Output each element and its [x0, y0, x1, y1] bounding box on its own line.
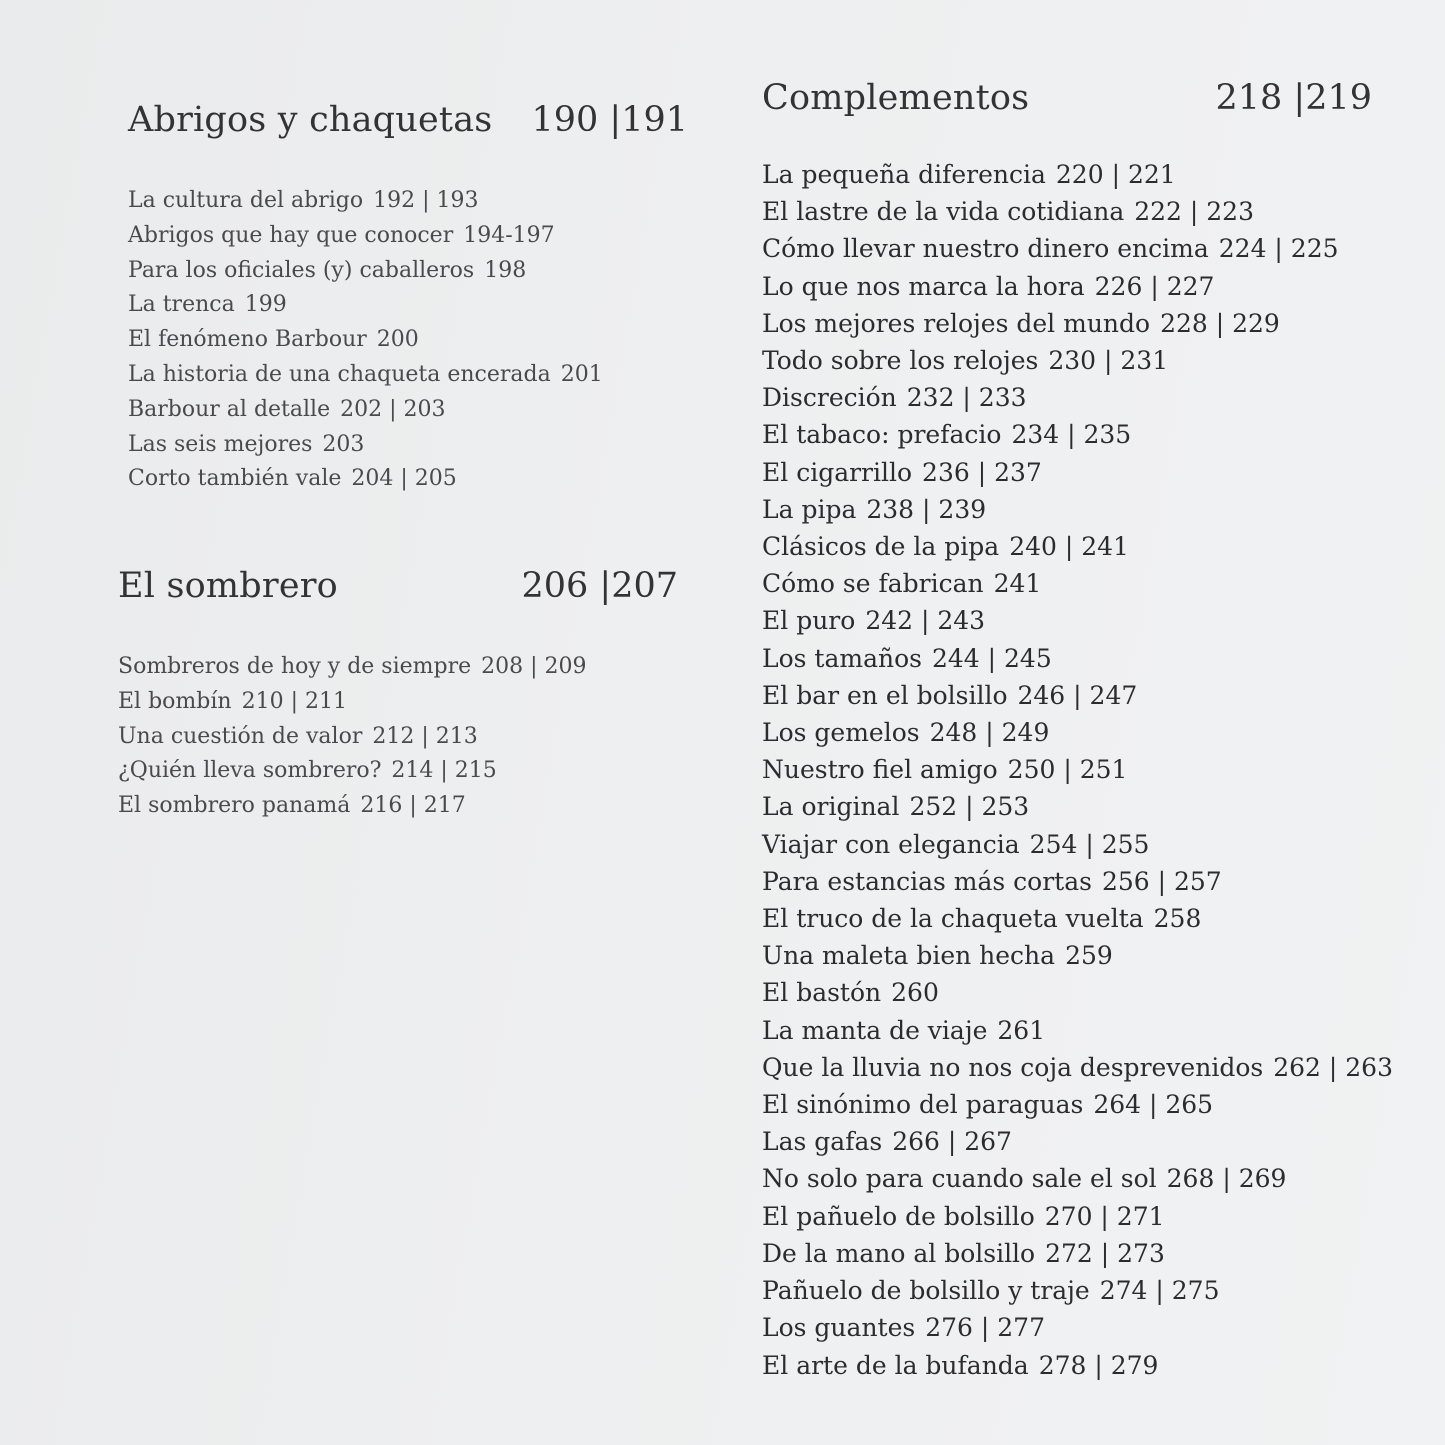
- toc-entry: [762, 751, 1372, 788]
- toc-entry-title: El pañuelo de bolsillo: [762, 1201, 1035, 1231]
- toc-entry-pages: 200: [376, 327, 419, 353]
- toc-entry: [762, 342, 1372, 379]
- toc-entry: [128, 184, 688, 219]
- section-complementos: [762, 78, 1393, 1384]
- toc-entry-pages: 201: [560, 361, 603, 387]
- toc-entry-pages: 208 | 209: [481, 654, 587, 679]
- section-pages: 190 |191: [531, 100, 688, 140]
- toc-entry-title: El bombín: [118, 688, 232, 714]
- toc-entry-pages: 220 | 221: [1055, 160, 1176, 189]
- toc-entry-title: Todo sobre los relojes: [762, 346, 1039, 376]
- toc-entry-pages: 250 | 251: [1007, 755, 1128, 785]
- toc-entry-pages: 226 | 227: [1094, 271, 1215, 301]
- entry-list: [118, 650, 678, 824]
- toc-entry-title: El tabaco: prefacio: [762, 420, 1002, 450]
- toc-entry: [762, 1123, 1372, 1160]
- toc-entry-title: Nuestro fiel amigo: [762, 755, 998, 785]
- toc-entry-title: Pañuelo de bolsillo y traje: [762, 1276, 1090, 1306]
- toc-entry: [762, 379, 1372, 416]
- toc-entry: [762, 565, 1372, 602]
- toc-entry: [128, 288, 688, 323]
- toc-entry-pages: 259: [1065, 941, 1113, 971]
- toc-entry-title: El puro: [762, 606, 856, 636]
- toc-entry-title: El sinónimo del paraguas: [762, 1090, 1084, 1120]
- toc-entry-pages: 202 | 203: [340, 396, 446, 422]
- toc-entry: [128, 254, 688, 289]
- toc-entry-title: Discreción: [762, 383, 897, 413]
- toc-entry: [128, 323, 688, 358]
- toc-entry: [118, 685, 678, 720]
- toc-entry: [118, 754, 678, 789]
- toc-entry-title: Los mejores relojes del mundo: [762, 308, 1151, 338]
- toc-entry-pages: 254 | 255: [1029, 829, 1150, 859]
- toc-entry: [762, 677, 1372, 714]
- toc-entry: [762, 602, 1372, 639]
- toc-entry-pages: 232 | 233: [906, 383, 1027, 413]
- toc-entry: [762, 863, 1372, 900]
- toc-entry-title: Abrigos que hay que conocer: [128, 222, 454, 248]
- toc-entry-pages: 240 | 241: [1009, 532, 1129, 562]
- toc-entry-title: Los tamaños: [762, 643, 922, 673]
- toc-entry: [762, 640, 1372, 677]
- toc-entry-title: El bar en el bolsillo: [762, 680, 1008, 710]
- toc-entry-pages: 242 | 243: [865, 606, 986, 636]
- toc-entry: [762, 788, 1372, 825]
- toc-entry: [762, 974, 1372, 1011]
- toc-entry: [762, 528, 1372, 565]
- toc-entry-pages: 228 | 229: [1160, 308, 1280, 338]
- toc-entry-title: Cómo llevar nuestro dinero encima: [762, 234, 1209, 264]
- toc-entry-pages: 192 | 193: [373, 188, 479, 213]
- toc-entry-title: El cigarrillo: [762, 457, 913, 487]
- toc-entry-title: Las seis mejores: [128, 431, 313, 457]
- toc-entry-pages: 241: [993, 569, 1042, 599]
- toc-entry-title: Barbour al detalle: [128, 396, 331, 422]
- toc-entry-pages: 212 | 213: [372, 723, 478, 749]
- toc-entry-title: La pequeña diferencia: [762, 160, 1046, 189]
- toc-entry-pages: 214 | 215: [391, 758, 497, 784]
- toc-entry-pages: 224 | 225: [1218, 234, 1339, 264]
- toc-entry: [762, 1309, 1372, 1346]
- entry-list: [128, 184, 688, 497]
- toc-entry: [762, 454, 1372, 491]
- toc-entry-title: Que la lluvia no nos coja desprevenidos: [762, 1052, 1264, 1082]
- toc-entry: [762, 1198, 1372, 1235]
- toc-entry-pages: 246 | 247: [1017, 680, 1138, 710]
- toc-entry: [762, 491, 1372, 528]
- toc-entry: [762, 1012, 1372, 1049]
- toc-entry: [762, 900, 1372, 937]
- section-title: El sombrero: [118, 566, 338, 606]
- section-title: Complementos: [762, 78, 1030, 118]
- toc-entry: [118, 789, 678, 824]
- toc-entry-title: Una cuestión de valor: [118, 723, 363, 749]
- toc-entry-title: La pipa: [762, 494, 857, 524]
- toc-entry-pages: 258: [1153, 904, 1202, 934]
- toc-entry-title: De la mano al bolsillo: [762, 1238, 1036, 1268]
- toc-entry-pages: 262 | 263: [1273, 1052, 1393, 1082]
- entry-list: [762, 156, 1393, 1384]
- toc-entry: [762, 937, 1372, 974]
- toc-entry-pages: 198: [484, 257, 527, 283]
- toc-entry: [762, 230, 1372, 267]
- toc-entry-title: La trenca: [128, 292, 235, 318]
- section-header: [118, 566, 678, 606]
- toc-entry-title: El arte de la bufanda: [762, 1350, 1029, 1380]
- section-sombrero: [118, 566, 678, 824]
- toc-entry-pages: 236 | 237: [922, 457, 1042, 487]
- toc-entry-title: El bastón: [762, 978, 882, 1008]
- toc-entry: [762, 305, 1372, 342]
- toc-entry-pages: 252 | 253: [909, 792, 1030, 822]
- toc-entry: [128, 428, 688, 463]
- toc-entry: [762, 1086, 1372, 1123]
- toc-entry-title: Viajar con elegancia: [762, 829, 1020, 859]
- toc-entry: [118, 650, 678, 685]
- toc-entry-title: Sombreros de hoy y de siempre: [118, 654, 472, 679]
- toc-entry-title: Los gemelos: [762, 718, 920, 748]
- toc-entry-title: ¿Quién lleva sombrero?: [118, 758, 382, 784]
- toc-entry: [762, 1049, 1393, 1086]
- toc-entry-title: La cultura del abrigo: [128, 188, 364, 213]
- toc-entry-pages: 203: [322, 431, 365, 457]
- toc-entry-title: Cómo se fabrican: [762, 569, 984, 599]
- toc-entry: [128, 462, 688, 497]
- section-header: [128, 100, 688, 140]
- toc-entry-pages: 276 | 277: [925, 1313, 1045, 1343]
- toc-entry: [762, 1160, 1372, 1197]
- toc-entry-pages: 261: [997, 1015, 1046, 1045]
- toc-entry-title: La original: [762, 792, 900, 822]
- toc-entry-pages: 260: [891, 978, 939, 1008]
- toc-entry: [762, 826, 1372, 863]
- section-pages: 218 |219: [1215, 78, 1372, 118]
- toc-entry-pages: 244 | 245: [931, 643, 1052, 673]
- toc-entry-title: El fenómeno Barbour: [128, 327, 367, 353]
- toc-entry: [762, 714, 1372, 751]
- toc-entry-pages: 264 | 265: [1093, 1090, 1214, 1120]
- toc-entry-title: La historia de una chaqueta encerada: [128, 361, 551, 387]
- toc-entry: [118, 720, 678, 755]
- toc-entry-pages: 222 | 223: [1134, 197, 1254, 227]
- toc-entry-pages: 266 | 267: [892, 1127, 1012, 1157]
- toc-entry-pages: 238 | 239: [866, 494, 987, 524]
- section-pages: 206 |207: [521, 566, 678, 606]
- toc-entry-pages: 256 | 257: [1101, 866, 1222, 896]
- toc-entry-pages: 274 | 275: [1099, 1276, 1220, 1306]
- toc-entry: [128, 393, 688, 428]
- section-title: Abrigos y chaquetas: [128, 100, 493, 140]
- toc-entry-title: El truco de la chaqueta vuelta: [762, 904, 1144, 934]
- toc-entry-title: No solo para cuando sale el sol: [762, 1164, 1157, 1194]
- toc-entry-pages: 199: [244, 292, 287, 318]
- toc-entry-title: Clásicos de la pipa: [762, 532, 1000, 562]
- toc-entry: [762, 193, 1372, 230]
- toc-entry-title: Para los oficiales (y) caballeros: [128, 257, 475, 283]
- toc-entry-pages: 210 | 211: [241, 688, 347, 714]
- section-header: [762, 78, 1372, 118]
- toc-entry-pages: 278 | 279: [1038, 1350, 1159, 1380]
- toc-entry-title: Una maleta bien hecha: [762, 941, 1056, 971]
- toc-entry-title: La manta de viaje: [762, 1015, 988, 1045]
- toc-entry-pages: 204 | 205: [351, 466, 457, 492]
- toc-entry-pages: 216 | 217: [360, 793, 466, 819]
- toc-entry: [762, 268, 1372, 305]
- toc-entry-pages: 234 | 235: [1011, 420, 1132, 450]
- toc-entry-title: El sombrero panamá: [118, 793, 351, 819]
- toc-entry: [762, 1272, 1372, 1309]
- toc-entry: [762, 416, 1372, 453]
- toc-entry-pages: 272 | 273: [1045, 1238, 1165, 1268]
- toc-entry-pages: 270 | 271: [1044, 1201, 1165, 1231]
- toc-entry-title: Corto también vale: [128, 466, 342, 492]
- toc-entry: [128, 358, 688, 393]
- toc-entry-pages: 194-197: [463, 222, 555, 248]
- toc-entry-title: Para estancias más cortas: [762, 866, 1092, 896]
- toc-entry-pages: 230 | 231: [1048, 346, 1169, 376]
- toc-entry: [762, 156, 1372, 193]
- toc-entry-title: Lo que nos marca la hora: [762, 271, 1085, 301]
- toc-entry-pages: 248 | 249: [929, 718, 1050, 748]
- toc-entry-title: El lastre de la vida cotidiana: [762, 197, 1125, 227]
- toc-entry: [762, 1347, 1372, 1384]
- toc-entry-title: Las gafas: [762, 1127, 883, 1157]
- toc-entry-title: Los guantes: [762, 1313, 916, 1343]
- toc-entry: [128, 219, 688, 254]
- section-abrigos: [128, 100, 688, 497]
- toc-entry: [762, 1235, 1372, 1272]
- toc-entry-pages: 268 | 269: [1166, 1164, 1287, 1194]
